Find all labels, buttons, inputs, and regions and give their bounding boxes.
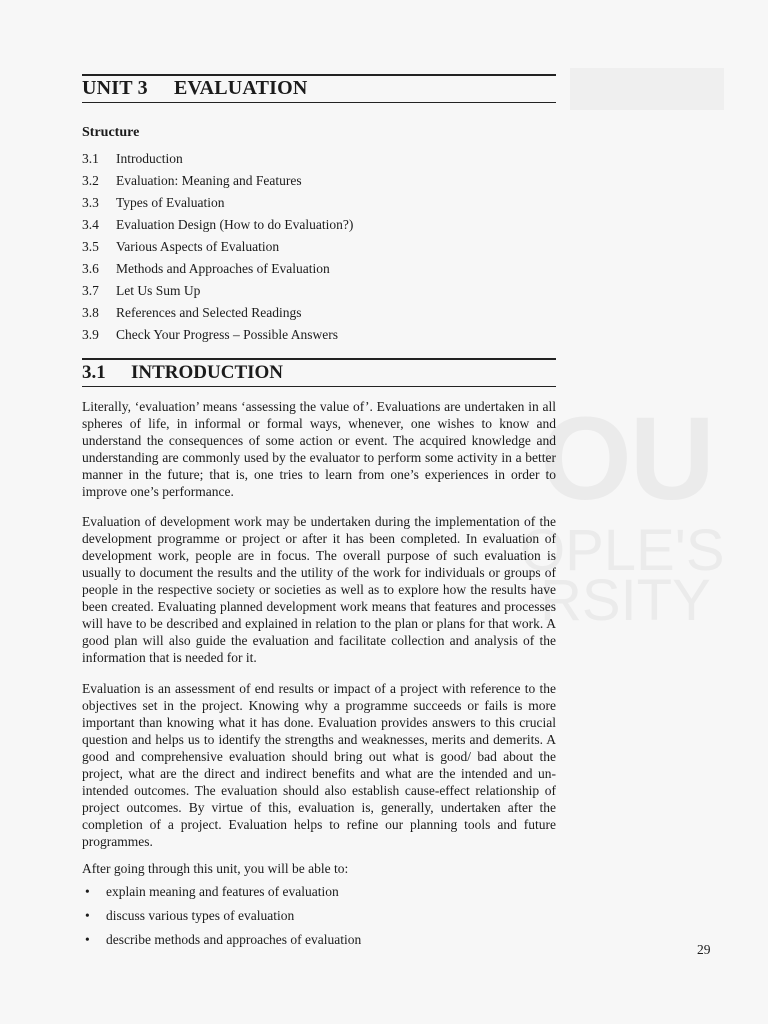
toc-item-label: Methods and Approaches of Evaluation: [116, 261, 330, 276]
page-number: 29: [697, 942, 711, 957]
toc-item: [82, 195, 556, 217]
toc-item-number: 3.8: [82, 305, 99, 320]
toc-item-number: 3.1: [82, 151, 99, 166]
section-top-rule: [82, 358, 556, 360]
toc-item: [82, 151, 556, 173]
objectives-lead-in: After going through this unit, you will be able to:: [82, 861, 349, 876]
intro-paragraph-1: Literally, ‘evaluation’ means ‘assessing the value of’. Evaluations are undertaken in all spheres of life, in informal or formal ways, whenever, one wishes to know and understand the consequences of some action or event. The acquired knowledge and understanding are commonly used by the evaluator to perform some activity in a better manner in the future; that is, one tries to learn from one’s experiences in order to improve one’s performance.: [82, 399, 556, 499]
bullet-icon: •: [85, 884, 90, 899]
toc-item-number: 3.6: [82, 261, 99, 276]
intro-paragraph-2: Evaluation of development work may be undertaken during the implementation of the development programme or project or after it has been completed. In evaluation of development work, people are in focus. The overall purpose of such evaluation is usually to document the results and the utility of the work for individuals or groups of people in the respective society or societies as well as to explore how the results have been created. Evaluating planned development work means that features and processes will have to be described and explained in relation to the plan or plans for that work. A good plan will also guide the evaluation and facilitate collection and analysis of the information that is needed for it.: [82, 514, 556, 665]
objective-item: [82, 907, 556, 931]
toc-item-label: Check Your Progress – Possible Answers: [116, 327, 339, 342]
objective-item: [82, 931, 556, 955]
toc-item: [82, 239, 556, 261]
toc-item: [82, 217, 556, 239]
structure-heading: Structure: [82, 125, 140, 140]
toc-item-label: Evaluation: Meaning and Features: [116, 173, 302, 188]
intro-paragraph-3: Evaluation is an assessment of end results or impact of a project with reference to the objectives set in the project. Knowing why a programme succeeds or fails is more important than knowing what it has done. Evaluation provides answers to this crucial question and helps us to identify the strengths and weaknesses, merits and demerits. A good and comprehensive evaluation should bring out what is good/ bad about the project, what are the direct and indirect benefits and what are the intended and un-intended outcomes. The evaluation should also establish cause-effect relationship of project outcomes. By virtue of this, evaluation is, generally, undertaken after the completion of a project. Evaluation helps to refine our planning tools and future programmes.: [82, 681, 556, 849]
objectives-list: [82, 883, 556, 955]
toc-item-label: Types of Evaluation: [116, 195, 225, 210]
toc-item: [82, 327, 556, 349]
unit-name: EVALUATION: [174, 77, 308, 99]
objective-text: explain meaning and features of evaluation: [106, 884, 339, 899]
toc-item-number: 3.3: [82, 195, 99, 210]
objective-item: [82, 883, 556, 907]
unit-bottom-rule: [82, 102, 556, 103]
bullet-icon: •: [85, 908, 90, 923]
toc-item: [82, 305, 556, 327]
unit-top-rule: [82, 74, 556, 76]
toc-item: [82, 261, 556, 283]
objective-text: discuss various types of evaluation: [106, 908, 295, 923]
bullet-icon: •: [85, 932, 90, 947]
structure-list: [82, 151, 556, 349]
toc-item-label: Evaluation Design (How to do Evaluation?): [116, 217, 354, 232]
section-title: [82, 362, 283, 384]
toc-item-label: Let Us Sum Up: [116, 283, 201, 298]
toc-item-number: 3.9: [82, 327, 99, 342]
toc-item-label: References and Selected Readings: [116, 305, 302, 320]
section-bottom-rule: [82, 386, 556, 387]
watermark-logo: OU: [540, 393, 713, 525]
unit-title: [82, 77, 308, 100]
toc-item-label: Introduction: [116, 151, 183, 166]
toc-item: [82, 283, 556, 305]
watermark-line-1: OPLE'S: [520, 518, 725, 583]
toc-item-number: 3.4: [82, 217, 99, 232]
toc-item-number: 3.2: [82, 173, 99, 188]
section-name: INTRODUCTION: [131, 362, 284, 383]
toc-item-number: 3.7: [82, 283, 99, 298]
side-tab-band: [570, 68, 724, 110]
section-number: 3.1: [82, 362, 106, 383]
toc-item-number: 3.5: [82, 239, 99, 254]
objective-text: describe methods and approaches of evaluation: [106, 932, 362, 947]
unit-number: UNIT 3: [82, 77, 148, 99]
watermark-line-2: RSITY: [540, 568, 711, 633]
toc-item: [82, 173, 556, 195]
toc-item-label: Various Aspects of Evaluation: [116, 239, 280, 254]
